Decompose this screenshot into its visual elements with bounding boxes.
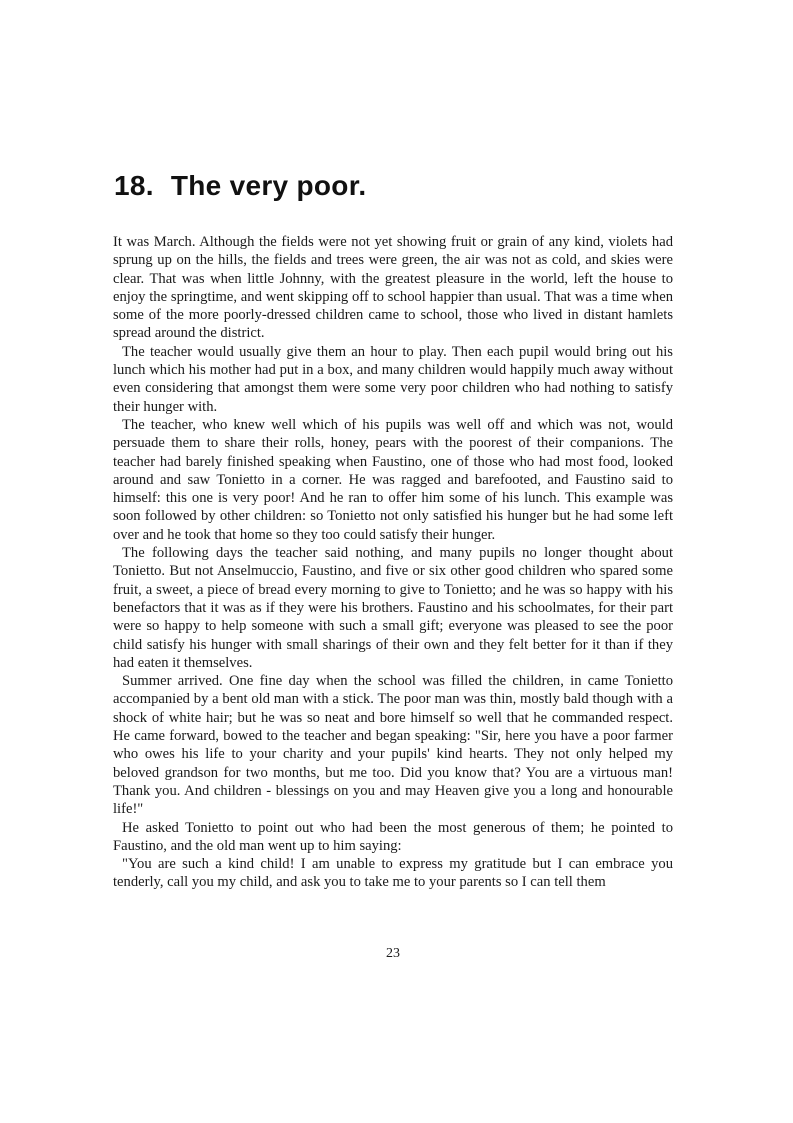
chapter-heading: [114, 169, 366, 203]
chapter-title: The very poor.: [170, 170, 367, 201]
chapter-body: [113, 233, 673, 892]
paragraph: The teacher would usually give them an hour to play. Then each pupil would bring out his lunch which his mother had put in a box, and many children would happily much away without even considering that amongst them were some very poor children who had nothing to satisfy their hunger with.: [113, 343, 673, 415]
paragraph: "You are such a kind child! I am unable to express my gratitude but I can embrace you tenderly, call you my child, and ask you to take me to your parents so I can tell them: [113, 856, 673, 891]
page-number: 23: [386, 946, 400, 961]
chapter-number: 18.: [114, 170, 154, 201]
paragraph: The following days the teacher said nothing, and many pupils no longer thought about Tonietto. But not Anselmuccio, Faustino, and five or six other good children who spared some fruit, a sweet, a piece of bread every morning to give to Tonietto; and he was so happy with his benefactors that it was as if they were his brothers. Faustino and his schoolmates, for their part were so happy to help someone with such a small gift; everyone was pleased to see the poor child satisfy his hunger with small sharings of their own and they felt better for it than if they had eaten it themselves.: [113, 545, 673, 671]
paragraph: Summer arrived. One fine day when the school was filled the children, in came Tonietto accompanied by a bent old man with a stick. The poor man was thin, mostly bald though with a shock of white hair; but he was so neat and bore himself so well that he commanded respect. He came forward, bowed to the teacher and began speaking: "Sir, here you have a poor farmer who owes his life to your charity and your pupils' kind hearts. They not only helped my beloved grandson for two months, but me too. Did you know that? You are a virtuous man! Thank you. And children - blessings on you and may Heaven give you a long and honourable life!": [113, 673, 673, 818]
paragraph: It was March. Although the fields were not yet showing fruit or grain of any kind, violets had sprung up on the hills, the fields and trees were green, the air was not as cold, and skies were clear. That was when little Johnny, with the greatest pleasure in the world, left the house to enjoy the springtime, and went skipping off to school happier than usual. That was a time when some of the more poorly-dressed children came to school, those who lived in distant hamlets spread around the district.: [113, 234, 673, 342]
paragraph: The teacher, who knew well which of his pupils was well off and which was not, would persuade them to share their rolls, honey, pears with the poorest of their companions. The teacher had barely finished speaking when Faustino, one of those who had most food, looked around and saw Tonietto in a corner. He was ragged and barefooted, and Faustino said to himself: this one is very poor! And he ran to offer him some of his lunch. This example was soon followed by other children: so Tonietto not only satisfied his hunger but he had some left over and he took that home so they too could satisfy their hunger.: [113, 416, 673, 543]
paragraph: He asked Tonietto to point out who had been the most generous of them; he pointed to Faustino, and the old man went up to him saying:: [113, 819, 673, 854]
page-footer: [113, 946, 673, 962]
